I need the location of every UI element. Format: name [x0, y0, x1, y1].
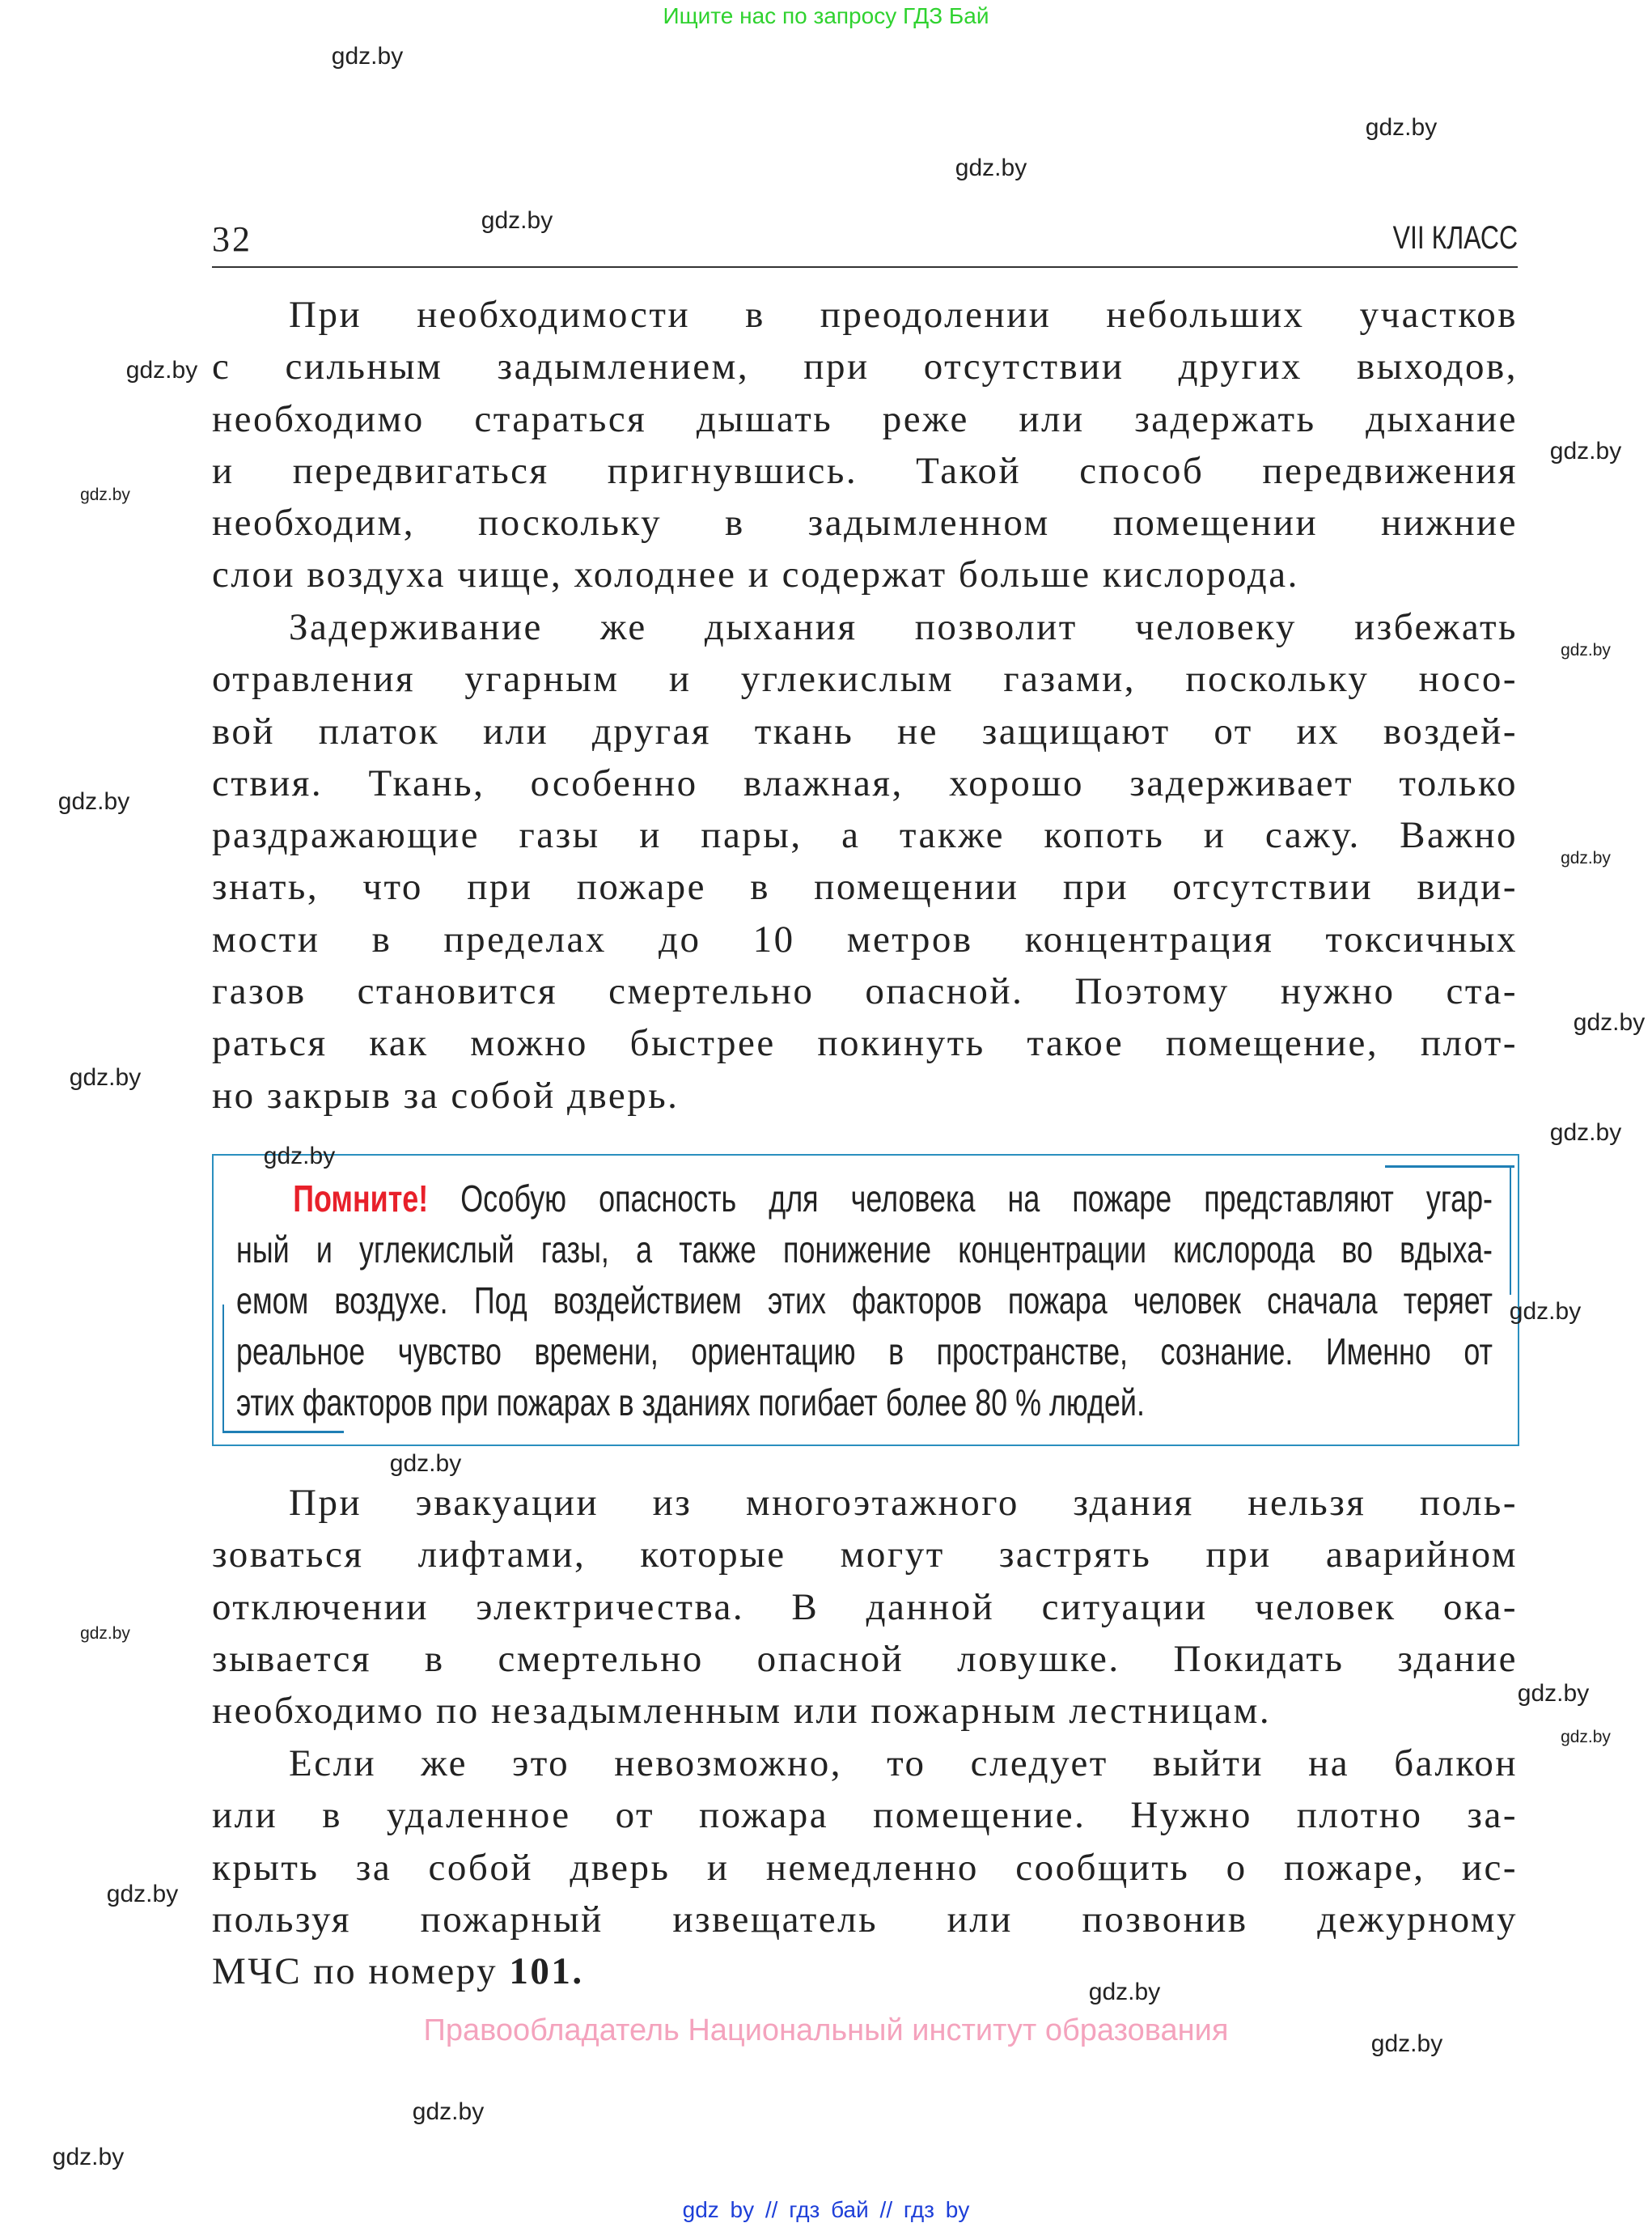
- text-line: с сильным задымлением, при отсутствии других выходов,: [212, 346, 1518, 388]
- header-rule: [212, 266, 1518, 268]
- remember-text: [236, 1173, 1493, 1428]
- watermark: gdz.by: [481, 207, 553, 234]
- watermark: gdz.by: [1561, 1728, 1611, 1746]
- paragraph-3: [212, 1477, 1518, 1737]
- site-links[interactable]: gdz by // гдз бай // гдз by: [682, 2197, 970, 2222]
- watermark: gdz.by: [1549, 438, 1622, 465]
- watermark: gdz.by: [1088, 1979, 1161, 2005]
- watermark: gdz.by: [955, 155, 1027, 181]
- copyright-owner: Правообладатель Национальный институт образования: [423, 2013, 1229, 2047]
- watermark: gdz.by: [80, 1624, 130, 1643]
- text-line: вой платок или другая ткань не защищают от их воздей-: [212, 710, 1518, 753]
- watermark: gdz.by: [1365, 114, 1438, 141]
- text-line: знать, что при пожаре в помещении при отсутствии види-: [212, 866, 1518, 909]
- box-text-line: емом воздухе. Под воздействием этих факторов пожара человек сначала теряет: [236, 1279, 1493, 1321]
- box-corner-decoration: [222, 1305, 224, 1432]
- box-text-line: этих факторов при пожарах в зданиях погибает более 80 % людей.: [236, 1381, 1145, 1423]
- text-line: пользуя пожарный извещатель или позвонив дежурному: [212, 1898, 1518, 1941]
- watermark: gdz.by: [1509, 1298, 1582, 1325]
- watermark: gdz.by: [106, 1881, 179, 1907]
- text-line: зоваться лифтами, которые могут застрять при аварийном: [212, 1534, 1518, 1576]
- text-line: Если же это невозможно, то следует выйти на балкон: [289, 1742, 1518, 1784]
- text-line: газов становится смертельно опасной. Поэтому нужно ста-: [212, 970, 1518, 1013]
- watermark: gdz.by: [1517, 1680, 1590, 1707]
- watermark: gdz.by: [1370, 2030, 1443, 2057]
- text-line: крыть за собой дверь и немедленно сообщить о пожаре, ис-: [212, 1846, 1518, 1889]
- text-line: зывается в смертельно опасной ловушке. Покидать здание: [212, 1637, 1518, 1680]
- text-line: МЧС по номеру 101.: [212, 1950, 584, 1993]
- text-line: необходим, поскольку в задымленном помещении нижние: [212, 502, 1518, 545]
- box-corner-decoration: [1385, 1165, 1514, 1168]
- box-text-line: Помните! Особую опасность для человека на пожаре представляют угар-: [293, 1177, 1493, 1220]
- watermark: gdz.by: [57, 788, 130, 815]
- text-line: раздражающие газы и пары, а также копоть и сажу. Важно: [212, 814, 1518, 857]
- remember-label: Помните!: [293, 1177, 461, 1220]
- box-text-line: ный и углекислый газы, а также понижение концентрации кислорода во вдыха-: [236, 1228, 1493, 1271]
- text-line: слои воздуха чище, холоднее и содержат больше кислорода.: [212, 554, 1299, 596]
- watermark: gdz.by: [263, 1143, 336, 1169]
- text-line: ствия. Ткань, особенно влажная, хорошо задерживает только: [212, 762, 1518, 804]
- text-line: но закрыв за собой дверь.: [212, 1074, 680, 1117]
- text-line: При эвакуации из многоэтажного здания нельзя поль-: [289, 1482, 1518, 1524]
- watermark: gdz.by: [52, 2144, 125, 2170]
- box-corner-decoration: [222, 1431, 344, 1433]
- text-line: необходимо по незадымленным или пожарным лестницам.: [212, 1690, 1272, 1733]
- watermark: gdz.by: [389, 1450, 462, 1477]
- text-line: мости в пределах до 10 метров концентрация токсичных: [212, 918, 1518, 961]
- watermark: gdz.by: [69, 1064, 142, 1091]
- text-line: или в удаленное от пожара помещение. Нужно плотно за-: [212, 1794, 1518, 1837]
- text-line: раться как можно быстрее покинуть такое помещение, плот-: [212, 1022, 1518, 1065]
- class-label: VII КЛАСС: [1392, 220, 1518, 256]
- text-line: и передвигаться пригнувшись. Такой способ передвижения: [212, 449, 1518, 492]
- paragraph-4: [212, 1737, 1518, 1997]
- watermark: gdz.by: [412, 2098, 485, 2125]
- text-line: Задерживание же дыхания позволит человеку избежать: [289, 606, 1518, 648]
- text-line: отравления угарным и углекислым газами, поскольку носо-: [212, 658, 1518, 701]
- paragraph-2: [212, 601, 1518, 1122]
- watermark: gdz.by: [1573, 1009, 1646, 1036]
- watermark: gdz.by: [1561, 641, 1611, 660]
- paragraph-1: [212, 289, 1518, 601]
- watermark: gdz.by: [125, 357, 198, 384]
- watermark: gdz.by: [1561, 849, 1611, 868]
- box-corner-decoration: [1510, 1165, 1511, 1295]
- text-line: необходимо стараться дышать реже или задержать дыхание: [212, 397, 1518, 440]
- watermark: gdz.by: [331, 43, 404, 70]
- watermark: gdz.by: [1549, 1119, 1622, 1146]
- box-text-line: реальное чувство времени, ориентацию в пространстве, сознание. Именно от: [236, 1330, 1493, 1372]
- text-line: При необходимости в преодолении небольших участков: [289, 294, 1518, 336]
- search-hint-link[interactable]: Ищите нас по запросу ГДЗ Бай: [663, 3, 989, 28]
- page-number: 32: [212, 219, 252, 259]
- text-line: отключении электричества. В данной ситуации человек ока-: [212, 1585, 1518, 1628]
- watermark: gdz.by: [80, 486, 130, 504]
